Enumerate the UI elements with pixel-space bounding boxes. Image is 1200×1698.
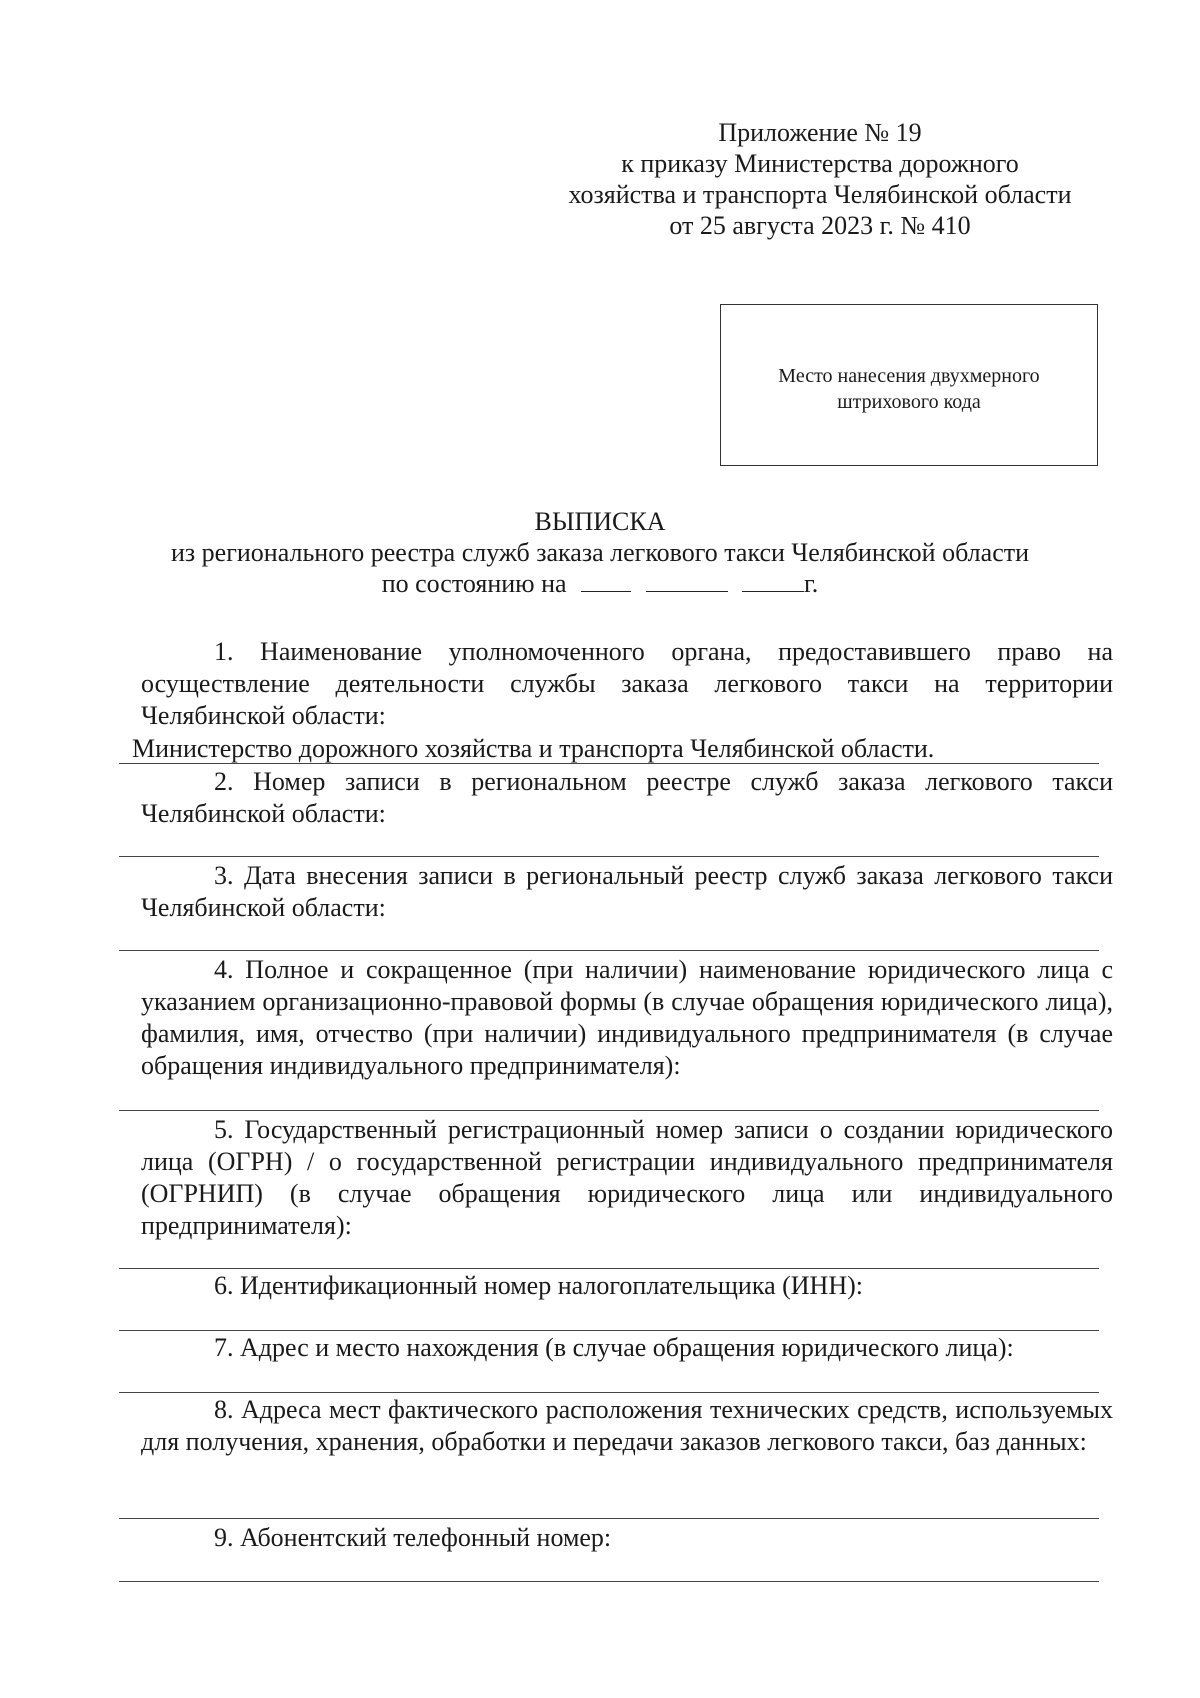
item-7 [141, 1332, 1113, 1364]
item-6-text: 6. Идентификационный номер налогоплательщика (ИНН): [214, 1271, 863, 1300]
item-1-text: 1. Наименование уполномоченного органа, предоставившего право на осуществление деятельности службы заказа легкового такси на территории Челябинской области: [141, 637, 1113, 730]
item-5 [141, 1114, 1113, 1242]
item-6-answer-line[interactable] [119, 1330, 1099, 1331]
appendix-number: Приложение № 19 [718, 118, 922, 147]
state-date-prefix: по состоянию на [381, 569, 567, 598]
item-3-answer-line[interactable] [119, 950, 1099, 951]
item-7-answer-line[interactable] [119, 1392, 1099, 1393]
item-2-answer-line[interactable] [119, 856, 1099, 857]
item-8-text: 8. Адреса мест фактического расположения технических средств, используемых для получения, хранения, обработки и передачи заказов легкового такси, баз данных: [141, 1395, 1113, 1456]
item-1-value: Министерство дорожного хозяйства и транспорта Челябинской области. [132, 734, 935, 763]
item-6 [141, 1270, 1113, 1302]
title-subtitle: из регионального реестра служб заказа легкового такси Челябинской области [170, 538, 1030, 567]
item-5-text: 5. Государственный регистрационный номер записи о создании юридического лица (ОГРН) / о государственной регистрации индивидуального предпринимателя (ОГРНИП) (в случае обращения юридического лица или индивидуального предпринимателя): [141, 1115, 1113, 1240]
barcode-caption-line2: штрихового кода [837, 391, 981, 413]
item-1 [141, 636, 1113, 732]
ministry-name: хозяйства и транспорта Челябинской области [568, 180, 1072, 209]
item-7-text: 7. Адрес и место нахождения (в случае обращения юридического лица): [214, 1333, 1014, 1362]
order-date: от 25 августа 2023 г. № 410 [669, 211, 971, 240]
appendix-header [540, 117, 1100, 241]
item-9-answer-line[interactable] [119, 1581, 1099, 1582]
item-4 [141, 954, 1113, 1082]
barcode-placeholder-box [720, 304, 1098, 466]
item-3 [141, 860, 1113, 924]
date-year-blank[interactable] [742, 569, 804, 592]
order-reference: к приказу Министерства дорожного [621, 149, 1019, 178]
state-date-line [100, 568, 1100, 599]
item-4-text: 4. Полное и сокращенное (при наличии) наименование юридического лица с указанием организационно-правовой формы (в случае обращения юридического лица), фамилия, имя, отчество (при наличии) индивидуального предпринимателя (в случае обращения индивидуального предпринимателя): [141, 955, 1113, 1080]
item-5-answer-line[interactable] [119, 1268, 1099, 1269]
item-9 [141, 1522, 1113, 1554]
item-4-answer-line[interactable] [119, 1110, 1099, 1111]
item-2 [141, 766, 1113, 830]
item-8 [141, 1394, 1113, 1458]
state-date-suffix: г. [804, 569, 819, 598]
barcode-caption-line1: Место нанесения двухмерного [778, 365, 1040, 387]
item-2-text: 2. Номер записи в региональном реестре служб заказа легкового такси Челябинской области: [141, 767, 1113, 828]
title-main: ВЫПИСКА [534, 507, 666, 536]
date-day-blank[interactable] [581, 569, 631, 592]
item-9-text: 9. Абонентский телефонный номер: [214, 1523, 612, 1552]
date-month-blank[interactable] [646, 569, 728, 592]
item-8-answer-line[interactable] [119, 1518, 1099, 1519]
document-title [100, 506, 1100, 599]
item-1-underline [119, 763, 1099, 764]
item-3-text: 3. Дата внесения записи в региональный реестр служб заказа легкового такси Челябинской области: [141, 861, 1113, 922]
